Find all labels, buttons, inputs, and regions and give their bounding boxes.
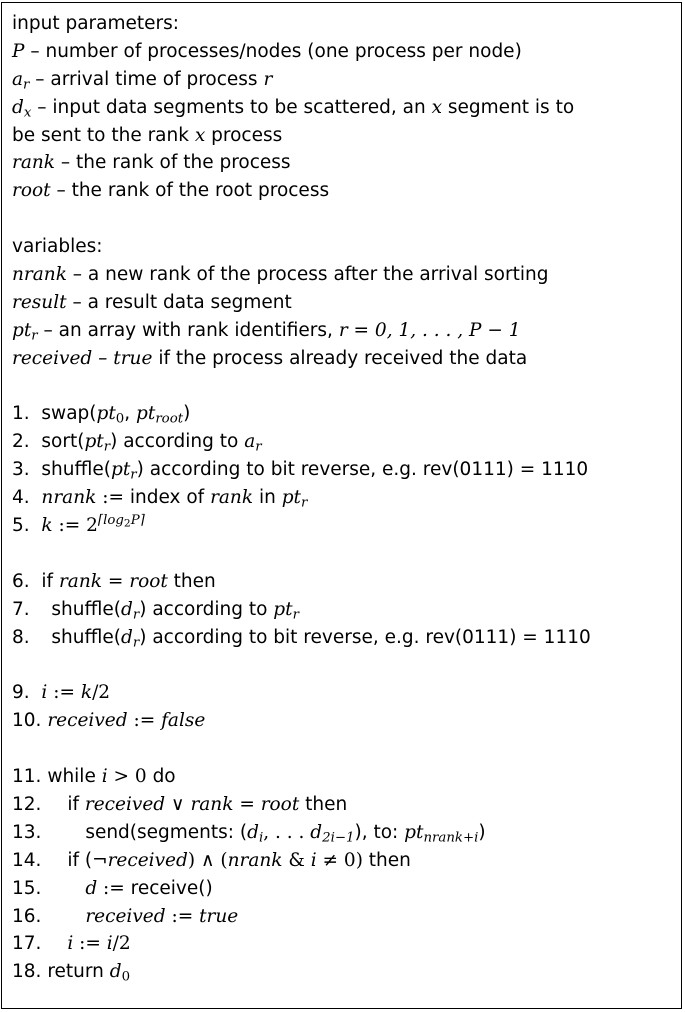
step-12: 12. if received ∨ rank = root then (12, 793, 348, 815)
param-rank: rank – the rank of the process (12, 152, 291, 174)
step-9: 9. i := k/2 (12, 682, 111, 704)
step-3: 3. $shuffle(pt_r)$ according to bit reverse, e.g. rev(0111) = 1110 (12, 459, 589, 483)
var-received: received – true if the process already received the data (12, 347, 528, 369)
vars-heading: variables: (12, 236, 103, 258)
param-root: root – the rank of the root process (12, 180, 330, 202)
step-7: 7. $shuffle(d_r)$ according to $pt_r$ (12, 598, 299, 623)
var-result: result – a result data segment (12, 291, 292, 313)
var-pt: $pt_r$ – an array with rank identifiers, r = 0, 1, . . . , P − 1 (12, 319, 521, 344)
step-15: 15. d := receive() (12, 877, 213, 899)
step-4: 4. nrank := index of rank in $pt_r$ (12, 487, 308, 511)
step-17: 17. i := i/2 (12, 933, 131, 955)
param-d: $d_x$ – input data segments to be scattered, an x segment is to (12, 96, 575, 120)
var-nrank: nrank – a new rank of the process after the arrival sorting (12, 264, 549, 286)
step-13: 13. send(segments: ($d_i$, . . . $d_{2i-1}$), to: $pt_{nrank+i}$) (12, 821, 486, 846)
param-a: $a_r$ – arrival time of process r (12, 68, 273, 93)
step-1: 1. $swap(pt_0$, $pt_{root}$) (12, 403, 191, 427)
step-2: 2. $sort(pt_r)$ according to $a_r$ (12, 431, 262, 455)
algorithm-content (12, 10, 675, 986)
step-11: 11. while i > 0 do (12, 766, 176, 788)
algorithm-box (1, 2, 682, 1009)
step-6: 6. if rank = root then (12, 570, 216, 592)
step-8: 8. $shuffle(d_r)$ according to bit reverse, e.g. rev(0111) = 1110 (12, 626, 591, 650)
param-P: P – number of processes/nodes (one process per node) (12, 40, 522, 62)
param-d-cont: be sent to the rank x process (12, 124, 283, 146)
step-18: 18. return $d_0$ (12, 961, 131, 985)
params-heading: input parameters: (12, 13, 180, 34)
step-10: 10. received := false (12, 710, 206, 732)
step-5: 5. k := $2^{⌈log_2P⌉}$ (12, 512, 145, 537)
step-14: 14. if (¬received) ∧ (nrank & i ≠ 0) then (12, 849, 411, 871)
step-16: 16. received := true (12, 905, 239, 927)
